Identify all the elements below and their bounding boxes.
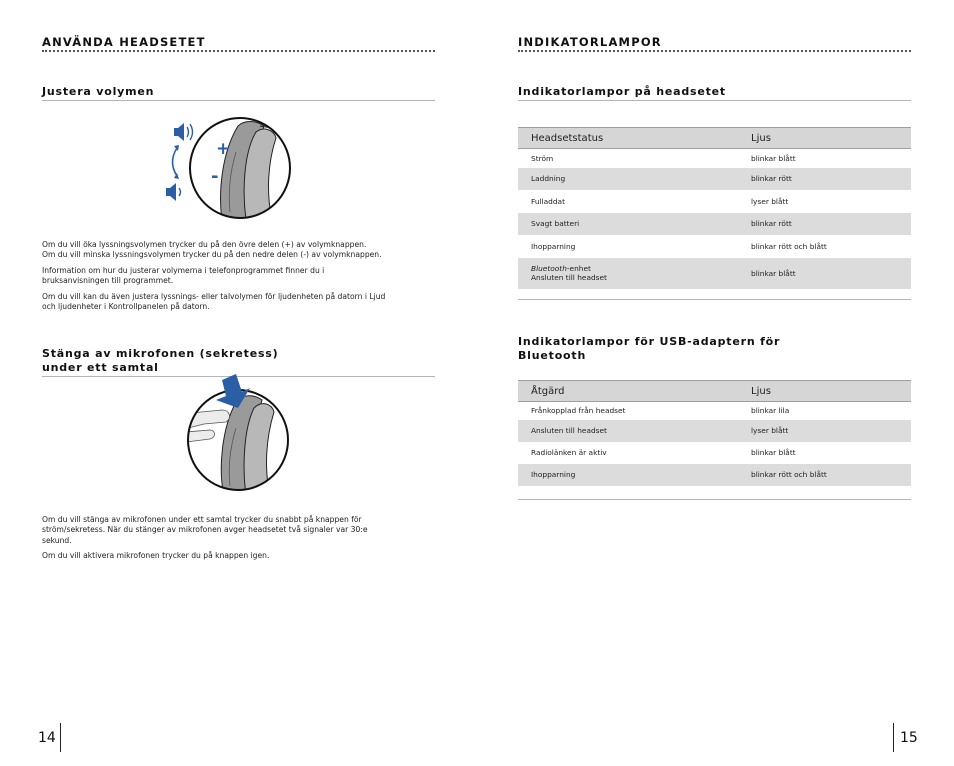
- right-section-divider: [518, 50, 911, 52]
- mute-heading-line1: Stänga av mikrofonen (sekretess): [42, 347, 279, 360]
- status-cell: Ihopparning: [531, 241, 576, 251]
- table-row: [518, 402, 911, 420]
- mute-p1-line2: ström/sekretess. När du stänger av mikrofonen avger headsetet två signaler var 30:e: [42, 525, 368, 535]
- mute-paragraph-1: [42, 515, 368, 546]
- mute-p1-line3: sekund.: [42, 535, 72, 545]
- mute-paragraph-2: Om du vill aktivera mikrofonen trycker du på knappen igen.: [42, 551, 270, 560]
- table-row: [518, 213, 911, 235]
- header-ljus: Ljus: [738, 381, 911, 402]
- status-cell: Laddning: [518, 168, 738, 190]
- light-cell: blinkar rött: [738, 213, 911, 235]
- usb-indicator-heading: [518, 335, 780, 363]
- table-row: [518, 420, 911, 442]
- usb-heading-line1: Indikatorlampor för USB-adaptern för: [518, 335, 781, 348]
- table-row: [518, 168, 911, 190]
- speaker-loud-icon: [174, 123, 193, 141]
- headset-status-table: [518, 127, 911, 289]
- table-header-row: [518, 381, 911, 402]
- header-ljus: Ljus: [738, 128, 911, 149]
- volume-p2-line2: bruksanvisningen till programmet.: [42, 276, 174, 286]
- header-headsetstatus: Headsetstatus: [518, 128, 738, 149]
- light-cell: lyser blått: [751, 196, 789, 206]
- page-number-right-bar: [893, 723, 894, 752]
- volume-p1-line2: Om du vill minska lyssningsvolymen trycker du på den nedre delen (-) av volymknappen.: [42, 250, 382, 260]
- volume-paragraph-3: [42, 292, 385, 313]
- volume-paragraph-2: [42, 266, 324, 287]
- light-cell: blinkar rött och blått: [751, 241, 827, 251]
- header-atgard: Åtgärd: [518, 381, 738, 402]
- status-line2: Ansluten till headset: [531, 273, 607, 282]
- table-row: [518, 464, 911, 486]
- left-section-title: ANVÄNDA HEADSETET: [42, 35, 206, 49]
- status-italic: Bluetooth: [531, 264, 567, 273]
- light-cell: blinkar rött: [738, 168, 911, 190]
- table-row: [518, 190, 911, 213]
- page-number-left-bar: [60, 723, 61, 752]
- status-cell: Ström: [531, 153, 554, 163]
- headset-indicator-rule: [518, 100, 911, 101]
- volume-p3-line1: Om du vill kan du även justera lyssnings- eller talvolymen för ljudenheten på datorn i Ljud: [42, 292, 386, 301]
- volume-p3-line2: och ljudenheter i Kontrollpanelen på datorn.: [42, 302, 210, 312]
- light-cell: blinkar lila: [751, 406, 790, 416]
- speaker-quiet-icon: [166, 183, 181, 201]
- table-row: [518, 235, 911, 258]
- volume-p2-line1: Information om hur du justerar volymerna i telefonprogrammet finner du i: [42, 266, 325, 275]
- usb-adapter-table: [518, 380, 911, 486]
- mute-heading: [42, 347, 279, 375]
- finger-shape: [180, 410, 229, 428]
- mute-illustration: [180, 378, 295, 496]
- volume-heading-rule: [42, 100, 435, 101]
- volume-plus-label: +: [216, 139, 231, 159]
- table-row: [518, 258, 911, 289]
- status-cell: [518, 258, 738, 289]
- mute-heading-rule: [42, 376, 435, 377]
- page-number-right: 15: [900, 730, 918, 746]
- headset-indicator-heading: Indikatorlampor på headsetet: [518, 85, 726, 98]
- light-cell: lyser blått: [738, 420, 911, 442]
- mute-p1-line1: Om du vill stänga av mikrofonen under ett samtal trycker du snabbt på knappen för: [42, 515, 362, 524]
- light-cell: blinkar blått: [738, 258, 911, 289]
- usb-table-bottom-rule: [518, 499, 911, 500]
- left-section-divider: [42, 50, 435, 52]
- status-rest: -enhet: [566, 264, 591, 273]
- action-cell: Ihopparning: [518, 464, 738, 486]
- volume-paragraph-1: [42, 240, 382, 261]
- volume-illustration: [160, 112, 295, 222]
- status-cell: Svagt batteri: [518, 213, 738, 235]
- right-section-title: INDIKATORLAMPOR: [518, 35, 662, 49]
- headset-table-bottom-rule: [518, 299, 911, 300]
- table-row: [518, 442, 911, 464]
- table-row: [518, 149, 911, 168]
- volume-heading: Justera volymen: [42, 85, 155, 98]
- light-cell: blinkar blått: [751, 153, 796, 163]
- action-cell: Radiolänken är aktiv: [531, 448, 607, 457]
- light-cell: blinkar blått: [751, 448, 796, 457]
- usb-heading-line2: Bluetooth: [518, 349, 587, 362]
- status-cell: Fulladdat: [531, 196, 565, 206]
- table-header-row: [518, 128, 911, 149]
- action-cell: Ansluten till headset: [518, 420, 738, 442]
- volume-p1-line1: Om du vill öka lyssningsvolymen trycker du på den övre delen (+) av volymknappen.: [42, 240, 367, 249]
- light-cell: blinkar rött och blått: [738, 464, 911, 486]
- mute-heading-line2: under ett samtal: [42, 361, 159, 374]
- action-cell: Frånkopplad från headset: [531, 406, 626, 416]
- double-arrow-icon: [173, 145, 180, 179]
- page-number-left: 14: [38, 730, 56, 746]
- volume-minus-label: -: [211, 166, 219, 187]
